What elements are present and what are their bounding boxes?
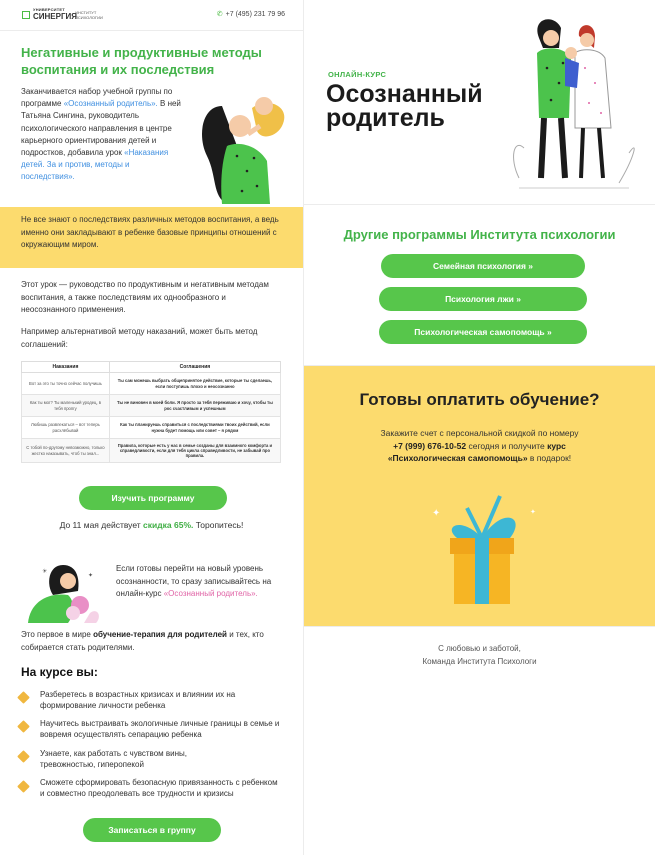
ready-text — [116, 563, 291, 601]
table-row — [22, 417, 281, 439]
first-text — [21, 629, 286, 654]
course-item: Разберетесь в возрастных кризисах и влиянии их на формирование личности ребенка — [40, 690, 236, 710]
banner-title-line1: Осознанный — [326, 80, 483, 108]
payment-text — [324, 427, 635, 465]
bullet-icon — [17, 750, 30, 763]
programs-title: Другие программы Института психологии — [343, 227, 616, 242]
footer-line2: Команда Института Психологи — [422, 657, 537, 666]
program-family-psychology-button[interactable]: Семейная психология » — [381, 254, 585, 278]
payment-section — [304, 366, 655, 626]
svg-text:✦: ✦ — [88, 573, 94, 579]
logo-main-text: СИНЕРГИЯ — [33, 12, 78, 21]
article-intro — [0, 31, 303, 207]
header-phone-number[interactable]: +7 (495) 231 79 96 — [225, 11, 285, 18]
table-cell: Правила, которые есть у нас в семье созданы для взаимного комфорта и справедливости, если для тебя цикла справедливости, не забывай про правила. — [109, 439, 280, 463]
study-program-button[interactable]: Изучить программу — [79, 486, 227, 510]
ready-course-link[interactable]: «Осознанный родитель». — [163, 589, 258, 598]
program-self-help-button[interactable]: Психологическая самопомощь » — [379, 320, 587, 344]
example-text: Например альтернативой методу наказаний, может быть метод соглашений: — [21, 327, 258, 349]
gift-icon — [422, 486, 547, 611]
deadline-text — [0, 520, 303, 532]
table-row — [22, 439, 281, 463]
synergy-logo-icon — [22, 11, 30, 19]
course-item: Сможете сформировать безопасную привязанность с ребенком и совместно преодолевать все трудности и кризисы — [40, 778, 278, 798]
lesson-section — [0, 268, 303, 545]
first-bold: обучение-терапия для родителей — [93, 630, 227, 639]
payment-title: Готовы оплатить обучение? — [359, 390, 600, 409]
table-cell: Вот за это ты точно сейчас получишь — [22, 373, 110, 395]
article-title: Негативные и продуктивные методы воспитания и их последствия — [21, 45, 262, 77]
header-phone[interactable] — [217, 10, 285, 18]
lesson-text: Этот урок — руководство по продуктивным и негативным методам воспитания, а также последствиям их однообразного и неосознанного применения. — [21, 280, 269, 314]
payment-line2-mid: сегодня и получите — [466, 440, 548, 451]
course-section — [0, 545, 303, 855]
course-item: Узнаете, как работать с чувством вины, тревожностью, гиперопекой — [40, 749, 187, 769]
table-cell: Как ты мог? Ты маленький уродец, в тебя пропгу — [22, 395, 110, 417]
banner-label: ОНЛАЙН-КУРС — [328, 70, 387, 79]
deadline-prefix: До 11 мая действует — [59, 520, 144, 530]
comparison-table — [21, 361, 281, 463]
table-header: Соглашения — [109, 362, 280, 373]
bullet-icon — [17, 720, 30, 733]
intro-link-program[interactable]: «Осознанный родитель». — [63, 99, 158, 109]
course-banner — [304, 0, 655, 204]
svg-text:✦: ✦ — [432, 508, 441, 519]
mother-hug-illustration — [18, 557, 103, 623]
svg-text:☀: ☀ — [42, 569, 48, 575]
deadline-discount: скидка 65%. — [143, 520, 194, 530]
payment-gift: «Психологическая самопомощь» — [387, 453, 528, 463]
payment-line2-bold: курс — [547, 440, 566, 451]
family-illustration — [499, 8, 649, 198]
svg-text:✦: ✦ — [530, 509, 536, 516]
highlight-text: Не все знают о последствиях различных методов воспитания, а ведь именно они закладывают в ребенке базовые принципы отношений с окружающим миром. — [21, 215, 279, 249]
article-intro-text — [21, 86, 183, 184]
payment-line1: Закажите счет с персональной скидкой по номеру — [380, 428, 579, 438]
mother-child-illustration — [182, 86, 297, 206]
intro-link-lesson[interactable]: «Наказания детей. За и против, методы и последствия». — [21, 148, 169, 182]
table-header: Наказания — [22, 362, 110, 373]
table-cell: С тобой по-другому невозможно, только жестко наказывать, чтоб ты знал... — [22, 439, 110, 463]
phone-icon: ✆ — [216, 11, 223, 18]
table-cell: Ты не виновен в моей боли. Я просто за тебя переживаю и хочу, чтобы ты рос счастливым и успешным — [109, 395, 280, 417]
bullet-icon — [17, 691, 30, 704]
table-cell: Как ты планируешь справиться с последствиями твоих действий, если нужна будет помощь или совет – я рядом — [109, 417, 280, 439]
course-item: Научитесь выстраивать экологичные личные границы в семье и вовремя осуществлять сепарацию ребенка — [40, 719, 280, 739]
enroll-button[interactable]: Записаться в группу — [83, 818, 221, 842]
ready-text-main: Если готовы перейти на новый уровень осознанности, то сразу записывайтесь на онлайн-курс — [116, 564, 272, 598]
payment-phone[interactable]: +7 (999) 676-10-52 — [393, 440, 467, 451]
intro-text-2: В ней Татьяна Сингина, руководитель психологического направления в центре карьерного ориентирования детей и подростков, добавила урок — [21, 99, 181, 158]
table-row — [22, 373, 281, 395]
deadline-suffix: Торопитесь! — [193, 520, 244, 530]
table-cell: Ты сам можешь выбрать общепринятое действие, которые ты сделаешь, если поступишь плохо и неосознанно — [109, 373, 280, 395]
course-list-title: На курсе вы: — [21, 665, 98, 679]
banner-title-line2: родитель — [326, 104, 445, 132]
intro-text-1: Заканчивается набор учебной группы по программе — [21, 87, 173, 109]
table-row — [22, 395, 281, 417]
program-lie-psychology-button[interactable]: Психология лжи » — [379, 287, 587, 311]
bullet-icon — [17, 780, 30, 793]
banner-title — [326, 82, 483, 130]
footer-line1: С любовью и заботой, — [438, 644, 521, 653]
first-prefix: Это первое в мире — [21, 630, 94, 639]
highlight-block — [0, 207, 303, 268]
logo-top-text: УНИВЕРСИТЕТ — [33, 7, 65, 12]
table-cell: Любишь развлекаться – вот теперь расхлёбывай — [22, 417, 110, 439]
programs-section — [304, 205, 655, 365]
payment-gift-suffix: в подарок! — [527, 453, 572, 463]
footer — [304, 627, 655, 855]
logo-sub-text: ИНСТИТУТ ПСИХОЛОГИИ — [75, 10, 103, 20]
first-suffix: и тех, кто собирается стать родителями. — [21, 630, 264, 652]
header — [0, 0, 303, 30]
